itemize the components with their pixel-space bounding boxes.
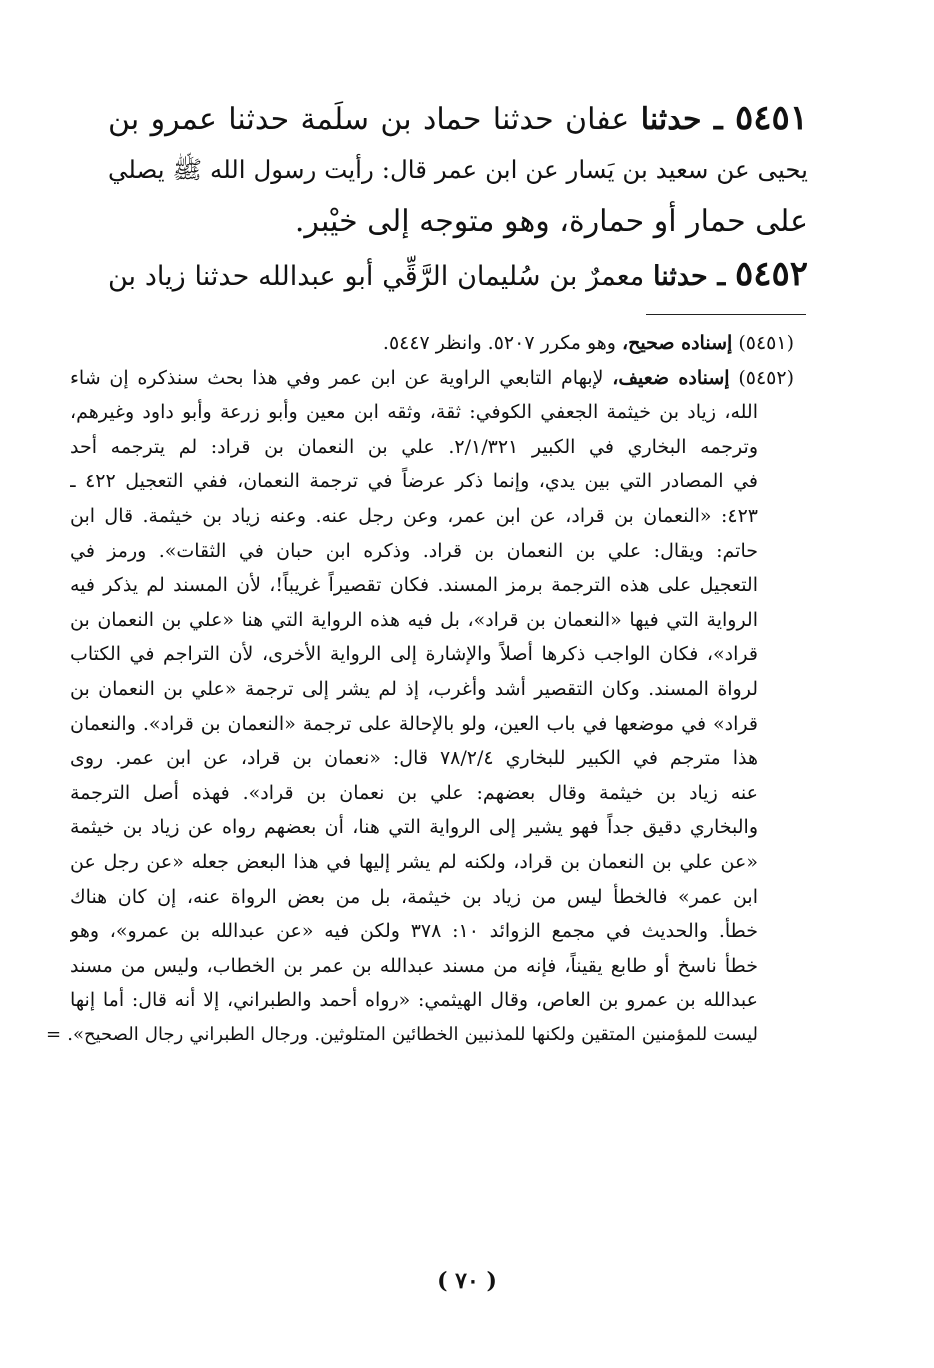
footnote-grade: إسناده ضعيف، — [612, 366, 730, 389]
hadith-head-word: حدثنا — [640, 102, 702, 137]
footnote-5452-line: خطأ ناسخ أو طابع يقيناً، فإنه من مسند عبدالله بن عمر بن الخطاب، وليس من مسند — [70, 954, 758, 977]
hadith-head-word: حدثنا — [653, 261, 708, 292]
footnotes — [46, 326, 794, 1052]
footnote-marker: (٥٤٥٢) — [738, 366, 794, 389]
footnote-5452-line — [70, 361, 794, 396]
footnote-5452-line: وترجمه البخاري في الكبير ٢/١/٣٢١. علي بن النعمان بن قراد: لم يترجمه أحد — [70, 435, 758, 458]
footnote-5452-line: عنه زياد بن خيثمة وقال بعضهم: علي بن نعمان بن قراد». فهذه أصل الترجمة — [70, 781, 758, 804]
hadith-number: ٥٤٥١ — [734, 98, 808, 138]
footnote-5452-line: ابن عمر» فالخطأ ليس من زياد بن خيثمة، بل من بعض الرواة عنه، إن كان هناك — [70, 885, 758, 908]
footnote-grade: إسناده صحيح، — [622, 332, 733, 354]
footnote-5452-line: التعجيل على هذه الترجمة برمز المسند. فكان تقصيراً غريباً!، لأن المسند لم يذكر فيه — [70, 574, 758, 597]
main-text — [108, 92, 808, 300]
hadith-dash: ـ — [701, 102, 735, 137]
footnote-5452-line: عبدالله بن عمرو بن العاص، وقال الهيثمي: «رواه أحمد والطبراني، إلا أنه قال: أما إنها — [70, 989, 758, 1012]
footnote-5452-line: «عن علي بن النعمان بن قراد، ولكنه لم يشر إليها في هذا البعض جعله «عن رجل عن — [70, 850, 758, 873]
footnote-5452-line: ليست للمؤمنين المتقين ولكنها للمذنبين الخطائين المتلوثين. ورجال الطبراني رجال الصحيح». = — [46, 1023, 758, 1045]
hadith-number: ٥٤٥٢ — [734, 254, 808, 294]
hadith-5452-line-1 — [108, 248, 808, 300]
footnote-5452-line: حاتم: ويقال: علي بن النعمان بن قراد. وذكره ابن حبان في الثقات». ورمز في — [70, 539, 758, 562]
footnote-marker: (٥٤٥١) — [738, 332, 794, 354]
footnote-5452-line: خطأ. والحديث في مجمع الزوائد ١٠: ٣٧٨ ولكن فيه «عن عبدالله بن عمرو»، وهو — [70, 920, 758, 943]
footnote-5452-line: الله، زياد بن خيثمة الجعفي الكوفي: ثقة، وثقه ابن معين وأبو زرعة وأبو داود وغيرهم، — [70, 401, 758, 424]
footnote-5452-line: قراد»، فكان الواجب ذكرها أصلاً والإشارة إلى الرواية الأخرى، لأن التراجم في الكتاب — [70, 643, 758, 666]
footnote-5452-line: لرواة المسند. وكان التقصير أشد وأغرب، إذ لم يشر إلى ترجمة «علي بن النعمان بن — [70, 677, 758, 700]
hadith-text: معمرٌ بن سُليمان الرَّقِّي أبو عبدالله حدثنا زياد بن — [108, 261, 653, 292]
footnote-5452-line: هذا مترجم في الكبير للبخاري ٧٨/٢/٤ قال: «نعمان بن قراد، عن ابن عمر. روى — [70, 747, 758, 770]
page-number: ( ٧٠ ) — [437, 1268, 497, 1294]
footnote-text: وهو مكرر ٥٢٠٧. وانظر ٥٤٤٧. — [382, 332, 622, 354]
footnote-5452-line: في المصادر التي بين يدي، وإنما ذكر عرضاً في ترجمة النعمان، ففي التعجيل ٤٢٢ ـ — [70, 470, 759, 493]
footnote-text: لإبهام التابعي الراوية عن ابن عمر وفي هذا بحث سنذكره إن شاء — [70, 366, 613, 389]
hadith-text: عفان حدثنا حماد بن سلَمة حدثنا عمرو بن — [108, 102, 641, 137]
hadith-dash: ـ — [707, 261, 735, 292]
footnote-5452-line: والبخاري دقيق جداً فهو يشير إلى الرواية التي هنا، أن بعضهم رواه عن زياد بن خيثمة — [70, 816, 758, 839]
footnote-5452-line: ٤٢٣: «النعمان بن قراد، عن ابن عمر، وعن رجل عنه. وعنه زياد بن خيثمة. قال ابن — [70, 504, 758, 527]
footnote-separator — [646, 314, 806, 315]
footnote-5451 — [70, 326, 794, 361]
hadith-5451-line-1 — [108, 92, 808, 144]
footnote-5452-line: الرواية التي فيها «النعمان بن قراد»، بل فيه هذه الرواية التي هنا «علي بن النعمان بن — [70, 608, 758, 631]
hadith-5451-line-2: يحيى عن سعيد بن يَسار عن ابن عمر قال: رأيت رسول الله ﷺ يصلي — [108, 155, 808, 184]
footnote-5452-line: قراد» في موضعها في باب العين، ولو بالإحالة على ترجمة «النعمان بن قراد». والنعمان — [70, 712, 758, 735]
hadith-5451-line-3: على حمار أو حمارة، وهو متوجه إلى خيْبر. — [294, 204, 808, 239]
